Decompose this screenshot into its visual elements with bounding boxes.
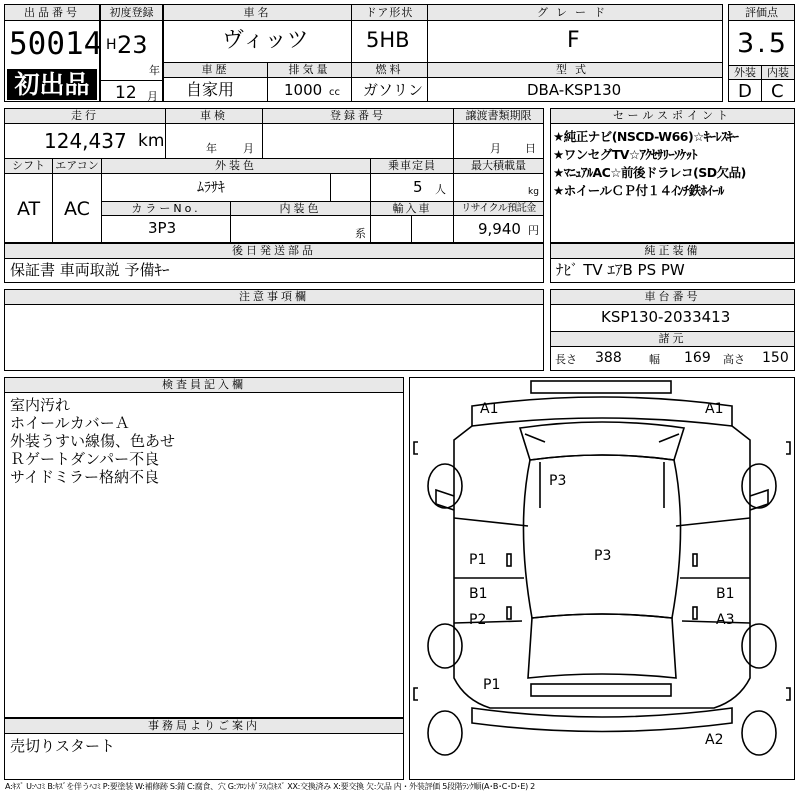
int-color-unit: 系 <box>355 227 366 240</box>
fuel-header: 燃料 <box>352 63 427 77</box>
sales-point: ★ﾏﾆｭｱﾙAC☆前後ドラレコ(SD欠品) <box>553 165 746 180</box>
sales-points-list <box>553 128 793 200</box>
height-value: 150 <box>762 350 789 366</box>
capacity-value: 5 <box>413 178 423 196</box>
inspector-block <box>4 377 404 718</box>
model-name: ヴィッツ <box>222 28 309 53</box>
inspector-note: サイドミラー格納不良 <box>10 468 159 486</box>
registration-block <box>100 4 163 102</box>
aircon-header: エアコン <box>53 159 101 173</box>
equipment-value: ﾅﾋﾞ TV ｴｱB PS PW <box>556 261 685 279</box>
later-parts-header: 後日発送部品 <box>5 244 543 258</box>
chassis-no-header: 車台番号 <box>551 290 794 304</box>
notes-header: 注意事項欄 <box>5 290 543 304</box>
shift-header: シフト <box>5 159 52 173</box>
color-no-header: カラーNo. <box>102 202 230 215</box>
dimensions-header: 諸元 <box>551 332 794 346</box>
inspector-note: 室内汚れ <box>10 396 71 414</box>
office-note: 売切りスタート <box>10 737 116 755</box>
sales-points-header: セールスポイント <box>551 109 794 123</box>
inspector-notes-list <box>10 396 400 486</box>
damage-hood: P3 <box>549 473 567 489</box>
damage-right-rear-door: A3 <box>716 612 735 628</box>
transfer-header: 譲渡書類期限 <box>454 109 543 123</box>
displacement-header: 排気量 <box>268 63 351 77</box>
aircon-value: AC <box>64 198 90 220</box>
car-outline-icon <box>410 378 794 779</box>
inspector-note: 外装うすい線傷、色あせ <box>10 432 176 450</box>
inspector-note: Ｒゲートダンパー不良 <box>10 450 160 468</box>
history-header: 車歴 <box>164 63 267 77</box>
mileage-unit: km <box>138 131 165 151</box>
exterior-grade-header: 外装 <box>729 66 761 79</box>
inspection-month-unit: 月 <box>243 142 254 155</box>
fuel-value: ガソリン <box>363 81 424 99</box>
capacity-unit: 人 <box>435 183 446 196</box>
int-color-header: 内装色 <box>231 202 370 215</box>
chassis-block <box>550 289 795 371</box>
notes-block <box>4 289 544 371</box>
score-block <box>728 4 795 102</box>
displacement-unit: cc <box>329 87 340 98</box>
ext-color-header: 外装色 <box>102 159 370 173</box>
transfer-day-unit: 日 <box>525 142 536 155</box>
shift-value: AT <box>17 198 41 220</box>
inspection-year-unit: 年 <box>206 142 217 155</box>
reg-no-header: 登録番号 <box>263 109 453 123</box>
later-parts-value: 保証書 車両取説 予備ｷｰ <box>10 261 170 279</box>
equipment-block <box>550 243 795 283</box>
legend-text: A:ｷｽﾞ U:ﾍｺﾐ B:ｷｽﾞを伴うﾍｺﾐ P:要塗装 W:補修跡 S:錆 C:腐食、穴 G:ﾌﾛﾝﾄｶﾞﾗｽ点ｷｽﾞ XX:交換済み X:要交換 欠:欠品 内・外装評価 5段階ﾗﾝｸ順(A･B･C･D･E) 2 <box>5 782 535 791</box>
recycle-unit: 円 <box>528 224 539 237</box>
chassis-no-value: KSP130-2033413 <box>601 308 731 326</box>
height-label: 高さ <box>723 353 745 366</box>
sales-points-block <box>550 108 795 243</box>
car-diagram <box>409 377 795 780</box>
damage-right-sill: B1 <box>716 586 735 602</box>
era-letter: H <box>106 37 117 53</box>
color-no-value: 3P3 <box>148 219 177 237</box>
max-load-header: 最大積載量 <box>454 159 543 173</box>
interior-grade-header: 内装 <box>762 66 794 79</box>
score-header: 評価点 <box>729 5 794 20</box>
lot-number: 50014 <box>9 26 103 62</box>
grade-header: グレード <box>428 5 722 20</box>
inspector-note: ホイールカバーＡ <box>10 414 130 432</box>
first-reg-header: 初度登録 <box>101 5 162 20</box>
capacity-header: 乗車定員 <box>371 159 453 173</box>
damage-left-rear-quarter: P1 <box>483 677 501 693</box>
office-header: 事務局よりご案内 <box>5 719 403 733</box>
first-listing-badge: 初出品 <box>7 69 97 100</box>
sales-point: ★純正ナビ(NSCD-W66)☆ｷｰﾚｽｷｰ <box>553 129 739 144</box>
damage-front-left: A1 <box>480 401 499 417</box>
exterior-grade: D <box>738 81 752 102</box>
reg-month: 12 <box>115 83 137 103</box>
recycle-fee: 9,940 <box>478 220 521 238</box>
score-value: 3.5 <box>737 28 789 59</box>
import-header: 輸入車 <box>371 202 453 215</box>
mileage-value: 124,437 <box>44 129 127 153</box>
lot-block <box>4 4 103 102</box>
sales-point: ★ワンセグTV☆ｱｸｾｻﾘｰｿｹｯﾄ <box>553 147 698 162</box>
ext-color-value: ﾑﾗｻｷ <box>197 180 225 196</box>
damage-left-front-door: P1 <box>469 552 487 568</box>
office-block <box>4 718 404 780</box>
width-value: 169 <box>684 350 711 366</box>
interior-grade: C <box>771 81 784 102</box>
equipment-header: 純正装備 <box>551 244 794 258</box>
model-header: 車名 <box>164 5 351 20</box>
damage-front-right: A1 <box>705 401 724 417</box>
mileage-header: 走行 <box>5 109 165 123</box>
damage-left-rear-door: P2 <box>469 612 487 628</box>
reg-year: 23 <box>117 31 148 59</box>
later-parts-block <box>4 243 544 283</box>
length-value: 388 <box>595 350 622 366</box>
displacement-value: 1000 <box>284 81 323 99</box>
sales-point: ★ホイールＣＰ付１４ｲﾝﾁ鉄ﾎｲｰﾙ <box>553 183 724 198</box>
door-header: ドア形状 <box>352 5 427 20</box>
history-value: 自家用 <box>186 80 235 99</box>
reg-month-unit: 月 <box>147 90 158 103</box>
damage-left-sill: B1 <box>469 586 488 602</box>
reg-year-unit: 年 <box>149 64 160 77</box>
max-load-unit: kg <box>528 187 539 197</box>
inspector-header: 検査員記入欄 <box>5 378 403 392</box>
transfer-month-unit: 月 <box>490 142 501 155</box>
damage-rear-bumper: A2 <box>705 732 724 748</box>
recycle-header: リサイクル預託金 <box>454 202 543 215</box>
damage-roof: P3 <box>594 548 612 564</box>
length-label: 長さ <box>555 353 577 366</box>
width-label: 幅 <box>649 353 660 366</box>
inspection-header: 車検 <box>166 109 262 123</box>
type-code-value: DBA-KSP130 <box>527 81 622 99</box>
type-code-header: 型式 <box>428 63 722 77</box>
grade-value: F <box>567 28 580 53</box>
lot-no-header: 出品番号 <box>5 5 99 20</box>
door-type: 5HB <box>366 28 410 52</box>
